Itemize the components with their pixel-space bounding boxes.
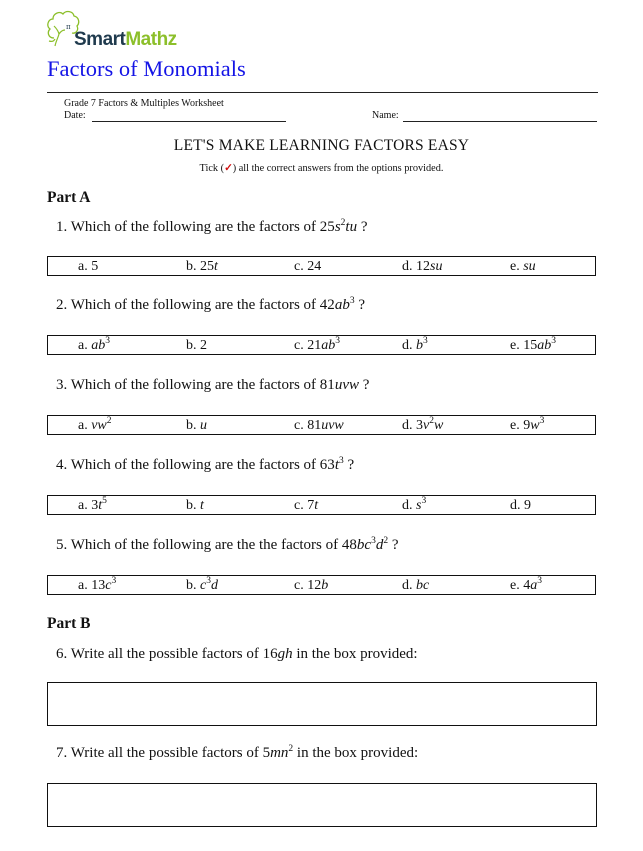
option-3c[interactable]: c. 81uvw: [294, 418, 344, 433]
option-5c[interactable]: c. 12b: [294, 578, 329, 593]
option-5b[interactable]: b. $c^3d$: [186, 576, 218, 593]
option-5e[interactable]: e. $4a^3$: [510, 576, 542, 593]
options-row-5: [47, 575, 596, 595]
option-1e[interactable]: e. su: [510, 259, 536, 274]
answer-box-6[interactable]: [47, 682, 597, 726]
date-label: Date:: [64, 110, 86, 121]
header-divider: [47, 92, 598, 93]
page-title: Factors of Monomials: [47, 56, 246, 81]
svg-text:π: π: [66, 23, 71, 31]
name-field[interactable]: [403, 121, 597, 122]
option-1a[interactable]: a. 5: [78, 259, 99, 274]
question-6: 6. Write all the possible factors of 16gh in the box provided:: [56, 646, 418, 662]
question-5: 5. Which of the following are the the factors of $48bc^3d^2$ ?: [56, 536, 399, 553]
name-label: Name:: [372, 110, 399, 121]
smartmathz-logo: [46, 8, 206, 54]
worksheet-label: Grade 7 Factors & Multiples Worksheet: [64, 98, 224, 109]
option-2e[interactable]: e. $15ab^3$: [510, 336, 556, 353]
instruction-text: Tick (✓) all the correct answers from the options provided.: [199, 163, 444, 174]
option-1b[interactable]: b. 25t: [186, 259, 218, 274]
option-3a[interactable]: a. $vw^2$: [78, 416, 112, 433]
option-4a[interactable]: a. $3t^5$: [78, 496, 107, 513]
option-3d[interactable]: d. $3v^2w$: [402, 416, 444, 433]
answer-box-7[interactable]: [47, 783, 597, 827]
option-4d[interactable]: d. $s^3$: [402, 496, 427, 513]
option-2a[interactable]: a. $ab^3$: [78, 336, 110, 353]
question-2: 2. Which of the following are the factors of $42ab^3$ ?: [56, 296, 365, 313]
question-3: 3. Which of the following are the factors of 81uvw ?: [56, 377, 370, 393]
question-7: 7. Write all the possible factors of $5mn^2$ in the box provided:: [56, 744, 419, 761]
option-2b[interactable]: b. 2: [186, 338, 207, 353]
options-row-4: [47, 495, 596, 515]
option-4b[interactable]: b. t: [186, 498, 204, 513]
option-5a[interactable]: a. $13c^3$: [78, 576, 117, 593]
option-3e[interactable]: e. $9w^3$: [510, 416, 545, 433]
question-4: 4. Which of the following are the factors of $63t^3$ ?: [56, 456, 355, 473]
option-5d[interactable]: d. bc: [402, 578, 430, 593]
option-2d[interactable]: d. $b^3$: [402, 336, 428, 353]
option-3b[interactable]: b. u: [186, 418, 207, 433]
question-1: 1. Which of the following are the factors of $25s^2tu$ ?: [56, 218, 368, 235]
part-b-heading: Part B: [47, 615, 91, 632]
option-4e[interactable]: d. 9: [510, 498, 531, 513]
options-row-3: [47, 415, 596, 435]
option-1c[interactable]: c. 24: [294, 259, 322, 274]
brand-name: SmartMathz: [74, 29, 177, 50]
option-1d[interactable]: d. 12su: [402, 259, 443, 274]
tick-icon: ✓: [224, 163, 233, 174]
part-a-heading: Part A: [47, 189, 91, 206]
options-row-1: [47, 256, 596, 276]
date-field[interactable]: [92, 121, 286, 122]
option-4c[interactable]: c. 7t: [294, 498, 319, 513]
options-row-2: [47, 335, 596, 355]
worksheet-heading: LET'S MAKE LEARNING FACTORS EASY: [173, 137, 470, 154]
option-2c[interactable]: c. $21ab^3$: [294, 336, 340, 353]
